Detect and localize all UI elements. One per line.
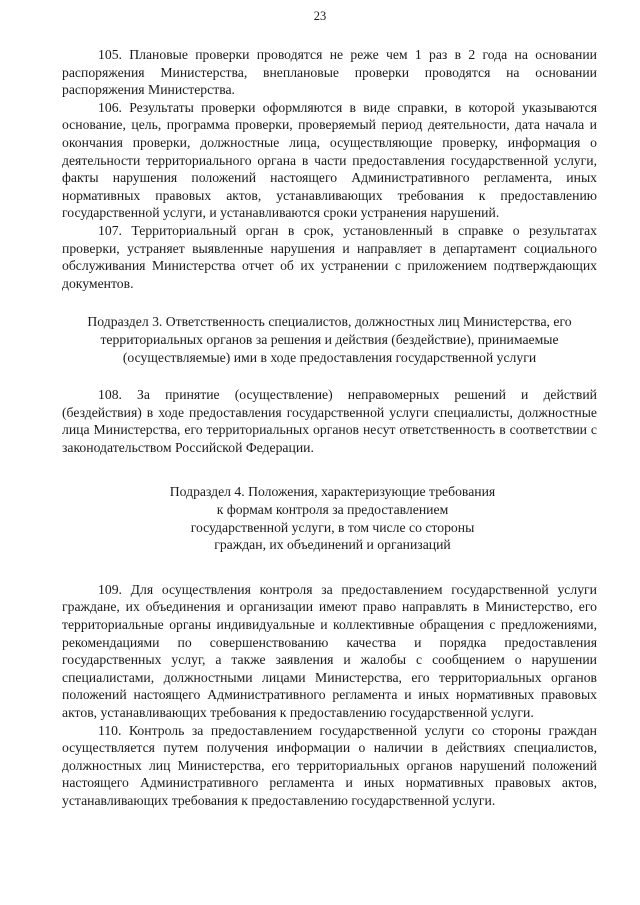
page-number: 23	[313, 9, 327, 23]
subsection-3-heading: Подраздел 3. Ответственность специалистов, должностных лиц Министерства, его территориальных органов за решения и действия (бездействие), принимаемые (осуществляемые) ими в ходе предоставления государственной услуги	[87, 314, 572, 365]
paragraph-108: 108. За принятие (осуществление) неправомерных решений и действий (бездействия) в ходе предоставления государственной услуги специалисты, должностные лица Министерства, его территориальных органов несут ответственность в соответствии с законодательством Российской Федерации.	[62, 387, 597, 455]
paragraph-107: 107. Территориальный орган в срок, установленный в справке о результатах проверки, устраняет выявленные нарушения и направляет в департамент социального обслуживания Министерства отчет об их устранении с приложением подтверждающих документов.	[62, 222, 597, 291]
subsection-4-heading: Подраздел 4. Положения, характеризующие требования к формам контроля за предоставлением государственной услуги, в том числе со стороны граждан, их объединений и организаций	[169, 484, 496, 553]
paragraph-105: 105. Плановые проверки проводятся не реже чем 1 раз в 2 года на основании распоряжения Министерства, внеплановые проверки проводятся на основании распоряжения Министерства.	[62, 47, 597, 98]
paragraph-110: 110. Контроль за предоставлением государственной услуги со стороны граждан осуществляется путем получения информации о наличии в действиях специалистов, должностных лиц Министерства, его территориальных органов нарушений положений настоящего Административного регламента и иных нормативных правовых актов, устанавливающих требования к предоставлению государственной услуги.	[62, 722, 597, 808]
document-body	[62, 46, 597, 810]
paragraph-109: 109. Для осуществления контроля за предоставлением государственной услуги граждане, их объединения и организации имеют право направлять в Министерство, его территориальные органы индивидуальные и коллективные обращения с предложениями, рекомендациями по совершенствованию качества и порядка предоставления государственных услуг, а также заявления и жалобы с сообщением о нарушении специалистами, должностными лицами Министерства, его территориальных органов положений настоящего Административного регламента и иных нормативных правовых актов, устанавливающих требования к предоставлению государственной услуги.	[62, 581, 597, 720]
paragraph-106: 106. Результаты проверки оформляются в виде справки, в которой указываются основание, цель, программа проверки, проверяемый период деятельности, дата начала и окончания проверки, должностные лица, осуществляющие проверку, информация о деятельности территориального органа в части предоставления государственной услуги, факты нарушения положений настоящего Административного регламента, иных нормативных правовых актов, устанавливающих требования к предоставлению государственной услуги, и устанавливаются сроки устранения нарушений.	[62, 99, 597, 221]
